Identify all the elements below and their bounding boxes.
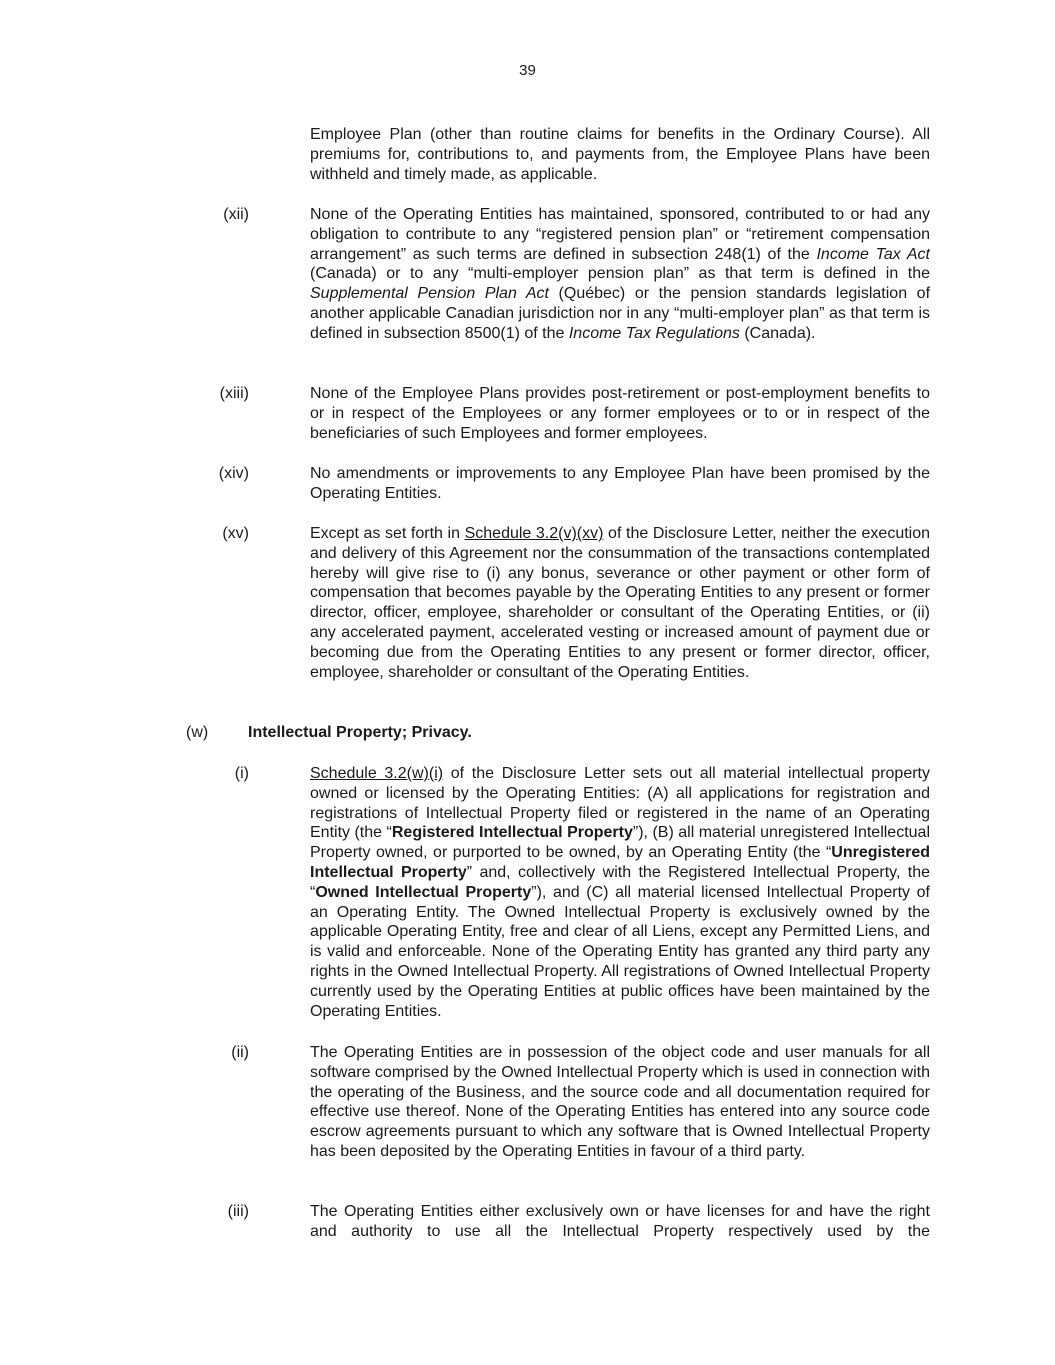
item-xii-paragraph: None of the Operating Entities has maintained, sponsored, contributed to or had any obligation to contribute to any “registered pension plan” or “retirement compensation arrangement” as such terms are defined in subsection 248(1) of the Income Tax Act (Canada) or to any “multi-employer pension plan” as that term is defined in the Supplemental Pension Plan Act (Québec) or the pension standards legislation of another applicable Canadian jurisdiction nor in any “multi-employer plan” as that term is defined in subsection 8500(1) of the Income Tax Regulations (Canada). [310, 206, 931, 342]
item-number: (iii) [227, 1203, 249, 1220]
item-number: (i) [234, 765, 249, 782]
item-number: (xiii) [219, 385, 249, 402]
schedule-reference: Schedule 3.2(v)(xv) [464, 525, 604, 542]
item-xiii-paragraph: None of the Employee Plans provides post-retirement or post-employment benefits to or in respect of the Employees or any former employees or to or in respect of the beneficiaries of such Employees and former employees. [310, 385, 930, 442]
schedule-reference: Schedule 3.2(w)(i) [310, 765, 444, 782]
item-iii-paragraph: The Operating Entities either exclusively own or have licenses for and have the right and authority to use all the Intellectual Property respectively used by the [310, 1203, 930, 1240]
item-ii-paragraph: The Operating Entities are in possession of the object code and user manuals for all software comprised by the Owned Intellectual Property which is used in connection with the operating of the Business, and the source code and all documentation required for effective use thereof. None of the Operating Entities has entered into any source code escrow agreements pursuant to which any software that is Owned Intellectual Property has been deposited by the Operating Entities in favour of a third party. [310, 1044, 930, 1160]
item-xv-paragraph: Except as set forth in Schedule 3.2(v)(xv) of the Disclosure Letter, neither the execution and delivery of this Agreement nor the consummation of the transactions contemplated hereby will give rise to (i) any bonus, severance or other payment or other form of compensation that becomes payable by the Operating Entities to any present or former director, officer, employee, shareholder or consultant of the Operating Entities, or (ii) any accelerated payment, accelerated vesting or increased amount of payment due or becoming due from the Operating Entities to any present or former director, officer, employee, shareholder or consultant of the Operating Entities. [310, 525, 931, 681]
item-xiv-paragraph: No amendments or improvements to any Employee Plan have been promised by the Operating Entities. [310, 465, 930, 502]
section-number: (w) [186, 724, 209, 741]
continuation-paragraph: Employee Plan (other than routine claims for benefits in the Ordinary Course). All premiums for, contributions to, and payments from, the Employee Plans have been withheld and timely made, as applicable. [310, 126, 930, 183]
item-number: (xiv) [218, 465, 249, 482]
item-number: (xii) [223, 206, 249, 223]
section-title: Intellectual Property; Privacy. [248, 724, 472, 741]
item-number: (ii) [231, 1044, 249, 1061]
item-number: (xv) [222, 525, 249, 542]
item-i-paragraph: Schedule 3.2(w)(i) of the Disclosure Letter sets out all material intellectual property owned or licensed by the Operating Entities: (A) all applications for registration and registrations of Intellectual Property filed or registered in the name of an Operating Entity (the “Registered Intellectual Property”), (B) all material unregistered Intellectual Property owned, or purported to be owned, by an Operating Entity (the “Unregistered Intellectual Property” and, collectively with the Registered Intellectual Property, the “Owned Intellectual Property”), and (C) all material licensed Intellectual Property of an Operating Entity. The Owned Intellectual Property is exclusively owned by the applicable Operating Entity, free and clear of all Liens, except any Permitted Liens, and is valid and enforceable. None of the Operating Entity has granted any third party any rights in the Owned Intellectual Property. All registrations of Owned Intellectual Property currently used by the Operating Entities at public offices have been maintained by the Operating Entities. [310, 765, 931, 1020]
page-number: 39 [519, 62, 536, 79]
